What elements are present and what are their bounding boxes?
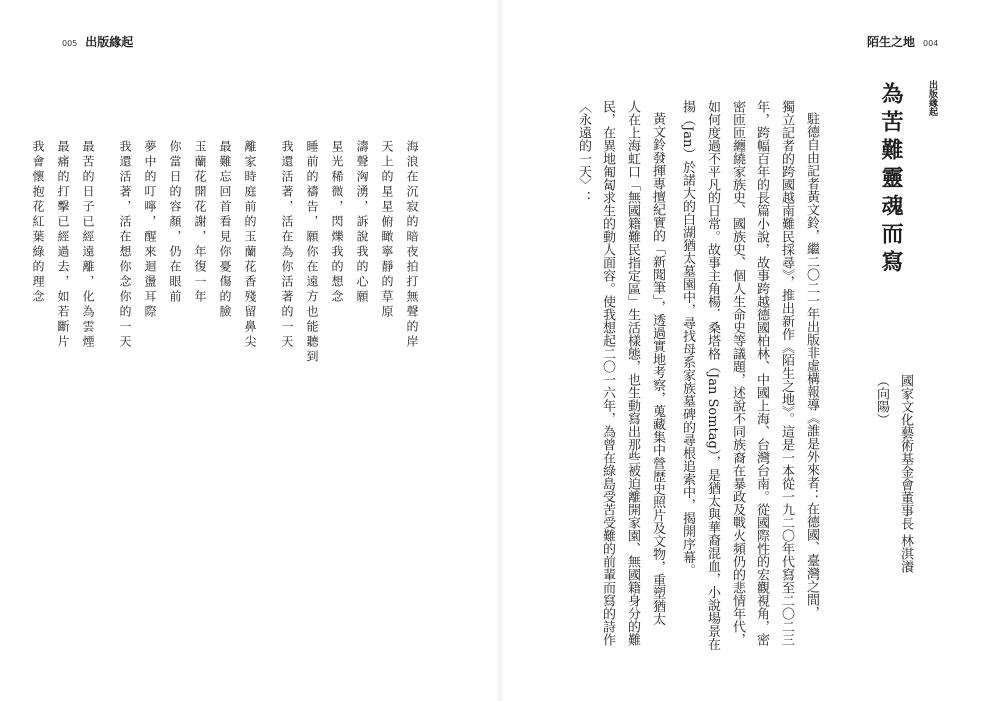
left-running-title: 出版緣起 (85, 35, 134, 49)
left-page-number: 005 (62, 39, 78, 48)
poem-line: 最痛的打擊已經過去，如若斷片 (56, 140, 70, 350)
poem-line: 天上的星星俯瞰寧靜的草原 (380, 140, 394, 320)
chapter-title: 為苦難靈魂而寫 (878, 82, 904, 278)
poem-line: 星光稀微，閃爍我的想念 (330, 140, 344, 305)
body-line: 獨立記者的跨國越南難民採尋》，推出新作《陌生之地》。這是一本從一九二〇年代寫至二〇二三 (779, 100, 794, 646)
poem-line: 濤聲洶湧，訴說我的心願 (355, 140, 369, 305)
body-line: 駐德自由記者黃文鈴，繼二〇二一年出版非虛構報導《誰是外來者：在德國、臺灣之間， (804, 112, 819, 619)
body-line: 人在上海虹口「無國籍難民指定區」生活樣態，也生動寫出那些被迫離開家園、無國籍身分的難 (625, 100, 640, 646)
section-label: 出版緣起 (927, 80, 937, 116)
body-line: 如何度過不平凡的日常。故事主角楊．桑塔格（Jan Somtag），是猶太與華裔混血，小說場景在 (705, 100, 720, 651)
body-line: 密匝匝纏繞家族史、國族史、個人生命史等議題，述說不同族裔在暴政及戰火頻仍的悲情年代， (730, 100, 745, 646)
poem-line: 你當日的容顏，仍在眼前 (168, 140, 182, 305)
poem-line: 玉蘭花開花謝，年復一年 (193, 140, 207, 305)
poem-line: 最苦的日子已經遠離，化為雲煙 (81, 140, 95, 350)
right-running-title: 陌生之地 (867, 35, 916, 49)
poem-line: 離家時庭前的玉蘭花香殘留鼻尖 (243, 140, 257, 350)
left-page-header (62, 33, 141, 50)
right-page-number: 004 (923, 39, 939, 48)
book-gutter (496, 0, 504, 701)
body-line: 〈永遠的一天〉： (576, 100, 591, 204)
poem-line: 我還活著，活在為你活著的一天 (280, 140, 294, 350)
poem-line: 我還活著，活在想你念你的一天 (118, 140, 132, 350)
poem-line: 夢中的叮嚀，醒來迴盪耳際 (143, 140, 157, 320)
poem-line: 睡前的禱告，願你在遠方也能聽到 (305, 140, 319, 365)
body-line: 黃文鈴發揮專擅紀實的「新聞筆」，透過實地考察，蒐藏集中營歷史照片及文物，重塑猶太 (650, 112, 665, 626)
byline-alias: （向陽） (874, 374, 889, 426)
poem-line: 海浪在沉寂的暗夜拍打無聲的岸 (405, 140, 419, 350)
body-line: 民，在異地匍匐求生的動人面容。使我想起二〇一六年，為曾在綠島受苦受難的前輩而寫的詩作 (600, 100, 615, 646)
body-line: 揚（Jan）於諾大的白湖猶太墓園中，尋找母系家族墓碑的尋根追索中，揭開序幕。 (680, 100, 695, 577)
poem-line: 最難忘回首看見你憂傷的臉 (218, 140, 232, 320)
right-page-header (859, 33, 938, 50)
byline: 國家文化藝術基金會董事長 林淇瀁 (898, 374, 913, 574)
poem-line: 我會懷抱花紅葉綠的理念 (31, 140, 45, 305)
body-line: 年，跨幅百年的長篇小說，故事跨越德國柏林、中國上海、台灣台南。從國際性的宏觀視角，密 (754, 100, 769, 646)
